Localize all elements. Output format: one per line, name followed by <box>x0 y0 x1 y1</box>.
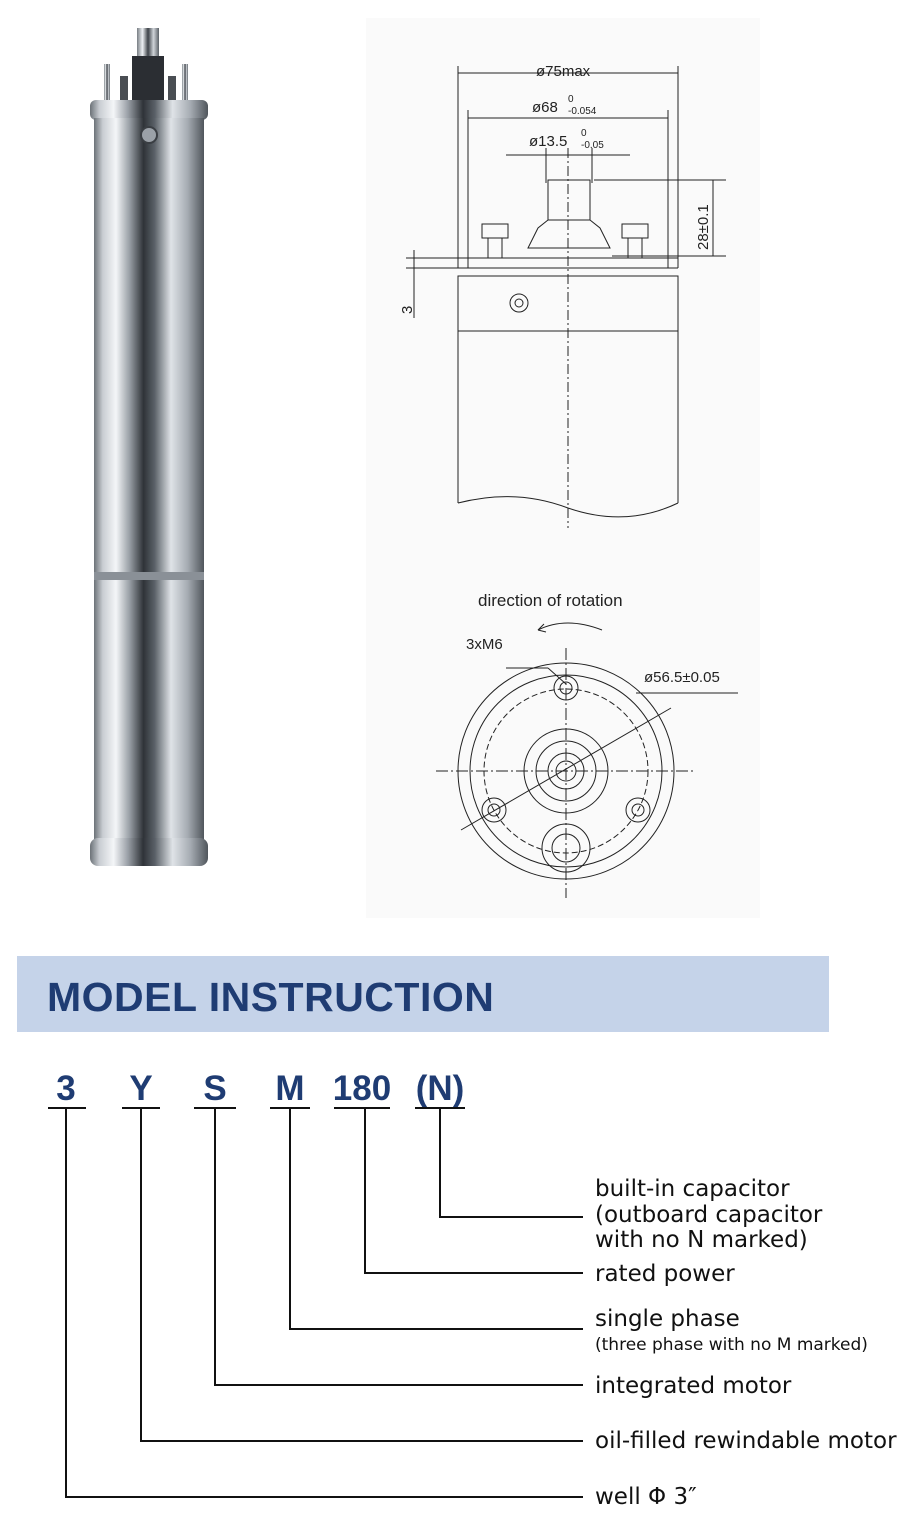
dim-body-lower: -0.054 <box>568 106 597 117</box>
motor-body-upper <box>94 118 204 578</box>
section-title: MODEL INSTRUCTION <box>47 974 495 1020</box>
code-part-m: M <box>275 1069 305 1108</box>
leader-phase <box>290 1108 583 1329</box>
dim-shaft-upper: 0 <box>581 128 587 139</box>
legend-phase: single phase <box>595 1306 740 1332</box>
dim-step: 3 <box>399 305 416 314</box>
dim-shaft-lower: -0.05 <box>581 140 604 151</box>
screw-icon <box>141 127 157 143</box>
leader-oil <box>141 1108 583 1441</box>
code-part-s: S <box>203 1069 227 1108</box>
shaft-collar <box>132 56 164 100</box>
legend-power: rated power <box>595 1261 735 1287</box>
dim-body-upper: 0 <box>568 94 574 105</box>
leader-integrated <box>215 1108 583 1385</box>
legend-n-line2: (outboard capacitor <box>595 1202 823 1228</box>
dim-height: 28±0.1 <box>695 204 712 250</box>
legend-n-line1: built-in capacitor <box>595 1176 790 1202</box>
bottom-cap <box>90 838 208 866</box>
motor-body-lower <box>94 580 204 840</box>
top-flange <box>90 100 208 120</box>
section-banner <box>17 956 829 1032</box>
bolts-label: 3xM6 <box>466 636 503 653</box>
dim-outer: ø75max <box>536 63 591 80</box>
technical-drawing <box>366 18 760 918</box>
rotation-label: direction of rotation <box>478 591 623 610</box>
legend-well: well Φ 3″ <box>595 1484 697 1510</box>
leader-well <box>66 1108 583 1497</box>
dim-shaft: ø13.5 <box>529 133 568 150</box>
legend-phase-note: (three phase with no M marked) <box>595 1335 868 1355</box>
code-part-y: Y <box>129 1069 153 1108</box>
leader-n <box>440 1108 583 1217</box>
leader-power <box>365 1108 583 1273</box>
code-part-n: (N) <box>415 1069 465 1108</box>
model-code-diagram <box>0 1060 916 1526</box>
pcd-label: ø56.5±0.05 <box>644 669 720 686</box>
shaft-spline <box>137 28 159 58</box>
code-part-3: 3 <box>56 1069 76 1108</box>
motor-photo <box>60 20 240 880</box>
code-part-180: 180 <box>332 1069 392 1108</box>
legend-integrated: integrated motor <box>595 1373 792 1399</box>
dim-body: ø68 <box>532 99 558 116</box>
legend-n-line3: with no N marked) <box>595 1227 808 1253</box>
legend-oil: oil-filled rewindable motor <box>595 1428 897 1454</box>
